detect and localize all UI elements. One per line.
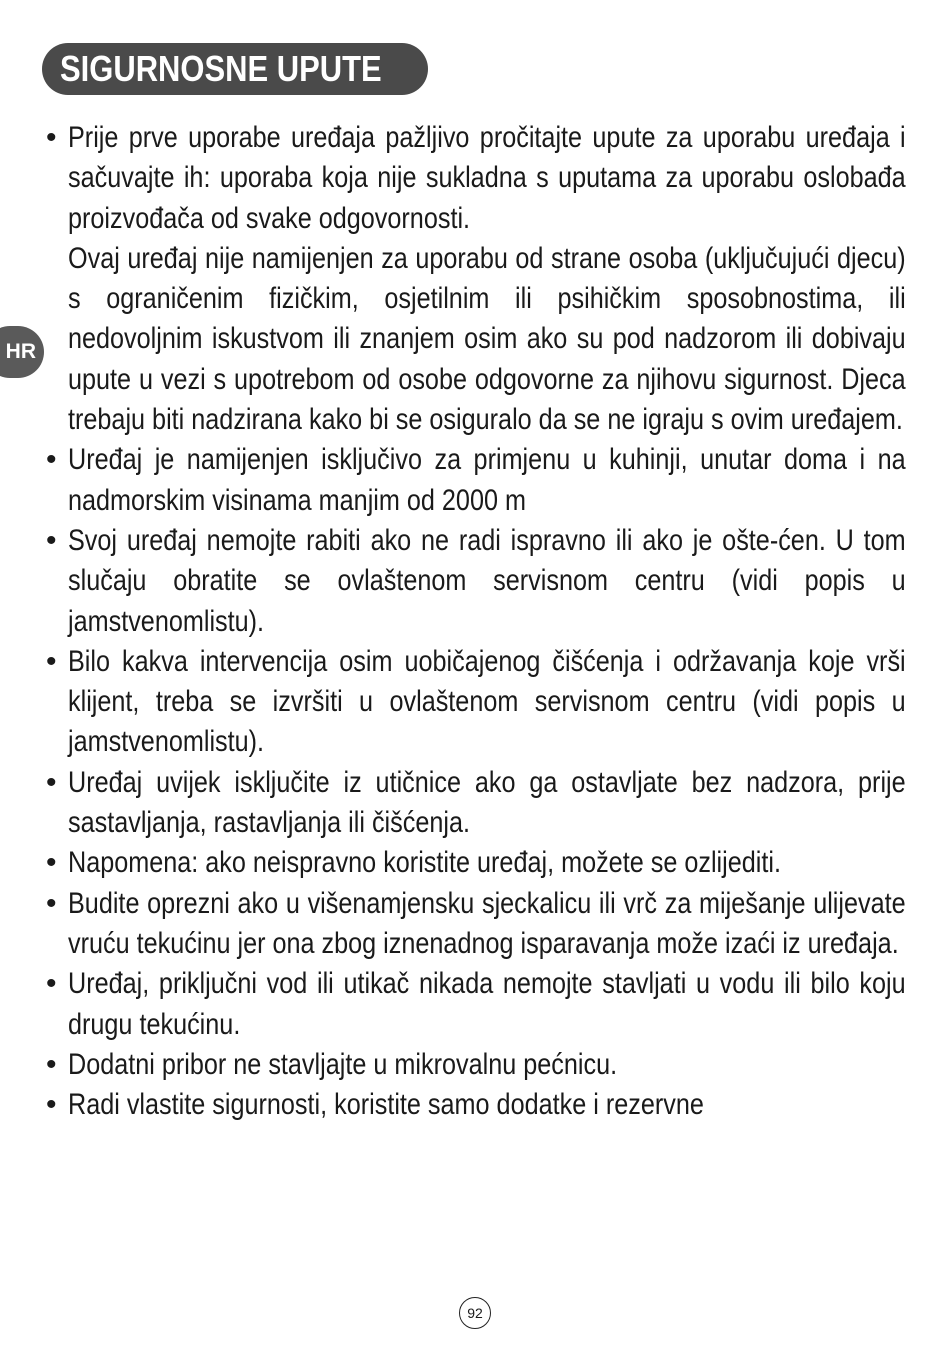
bullet-icon: • <box>46 967 57 1001</box>
safety-instructions-list <box>44 118 906 1125</box>
bullet-icon: • <box>46 443 57 477</box>
list-item <box>44 843 906 883</box>
bullet-icon: • <box>46 886 57 920</box>
paragraph: Prije prve uporabe uređaja pažljivo pročitajte upute za uporabu uređaja i sačuvajte ih: uporaba koja nije sukladna s uputama za uporabu oslobađa proizvođača od svake odgovornosti. <box>68 121 906 235</box>
bullet-icon: • <box>46 1047 57 1081</box>
language-tab <box>0 326 44 378</box>
list-item <box>44 642 906 763</box>
bullet-icon: • <box>46 765 57 799</box>
list-item <box>44 1085 906 1125</box>
paragraph: Bilo kakva intervencija osim uobičajenog čišćenja i održavanja koje vrši klijent, treba se izvršiti u ovlaštenom servisnom centru (vidi popis u jamstvenomlistu). <box>68 644 906 759</box>
paragraph: Napomena: ako neispravno koristite uređaj, možete se ozlijediti. <box>68 846 781 880</box>
bullet-icon: • <box>46 121 57 154</box>
paragraph: Uređaj, priključni vod ili utikač nikada nemojte stavljati u vodu ili bilo koju drugu tekućinu. <box>68 967 906 1041</box>
list-item <box>44 884 906 965</box>
list-item <box>44 521 906 642</box>
paragraph: Uređaj je namijenjen isključivo za primjenu u kuhinji, unutar doma i na nadmorskim visinama manjim od 2000 m <box>68 443 906 517</box>
paragraph: Dodatni pribor ne stavljajte u mikrovalnu pećnicu. <box>68 1047 618 1081</box>
language-code: HR <box>5 340 36 363</box>
section-title: SIGURNOSNE UPUTE <box>60 48 382 89</box>
bullet-icon: • <box>46 523 57 557</box>
list-item <box>44 763 906 844</box>
page-number-text: 92 <box>467 1305 483 1321</box>
page-number <box>459 1297 491 1329</box>
bullet-icon: • <box>46 1088 57 1122</box>
list-item <box>44 440 906 521</box>
paragraph: Uređaj uvijek isključite iz utičnice ako ga ostavljate bez nadzora, prije sastavljanja, rastavljanja ili čišćenja. <box>68 765 906 840</box>
list-item <box>44 118 906 440</box>
list-item <box>44 964 906 1045</box>
section-title-banner <box>42 43 428 95</box>
paragraph: Radi vlastite sigurnosti, koristite samo dodatke i rezervne <box>68 1088 704 1122</box>
paragraph: Ovaj uređaj nije namijenjen za uporabu od strane osoba (uključujući djecu) s ograničenim fizičkim, osjetilnim ili psihičkim sposobnostima, ili nedovoljnim iskustvom ili znanjem osim ako su pod nadzorom ili dobivaju upute u vezi s upotrebom od osobe odgovorne za njihovu sigurnost. Djeca trebaju biti nadzirana kako bi se osiguralo da se ne igraju s ovim uređajem. <box>68 241 906 437</box>
paragraph: Budite oprezni ako u višenamjensku sjeckalicu ili vrč za miješanje ulijevate vruću tekućinu jer ona zbog iznenadnog isparavanja može izaći iz uređaja. <box>68 886 906 960</box>
bullet-icon: • <box>46 644 57 678</box>
paragraph: Svoj uređaj nemojte rabiti ako ne radi ispravno ili ako je ošte-ćen. U tom slučaju obratite se ovlaštenom servisnom centru (vidi popis u jamstvenomlistu). <box>68 523 906 638</box>
list-item <box>44 1045 906 1085</box>
bullet-icon: • <box>46 846 57 880</box>
